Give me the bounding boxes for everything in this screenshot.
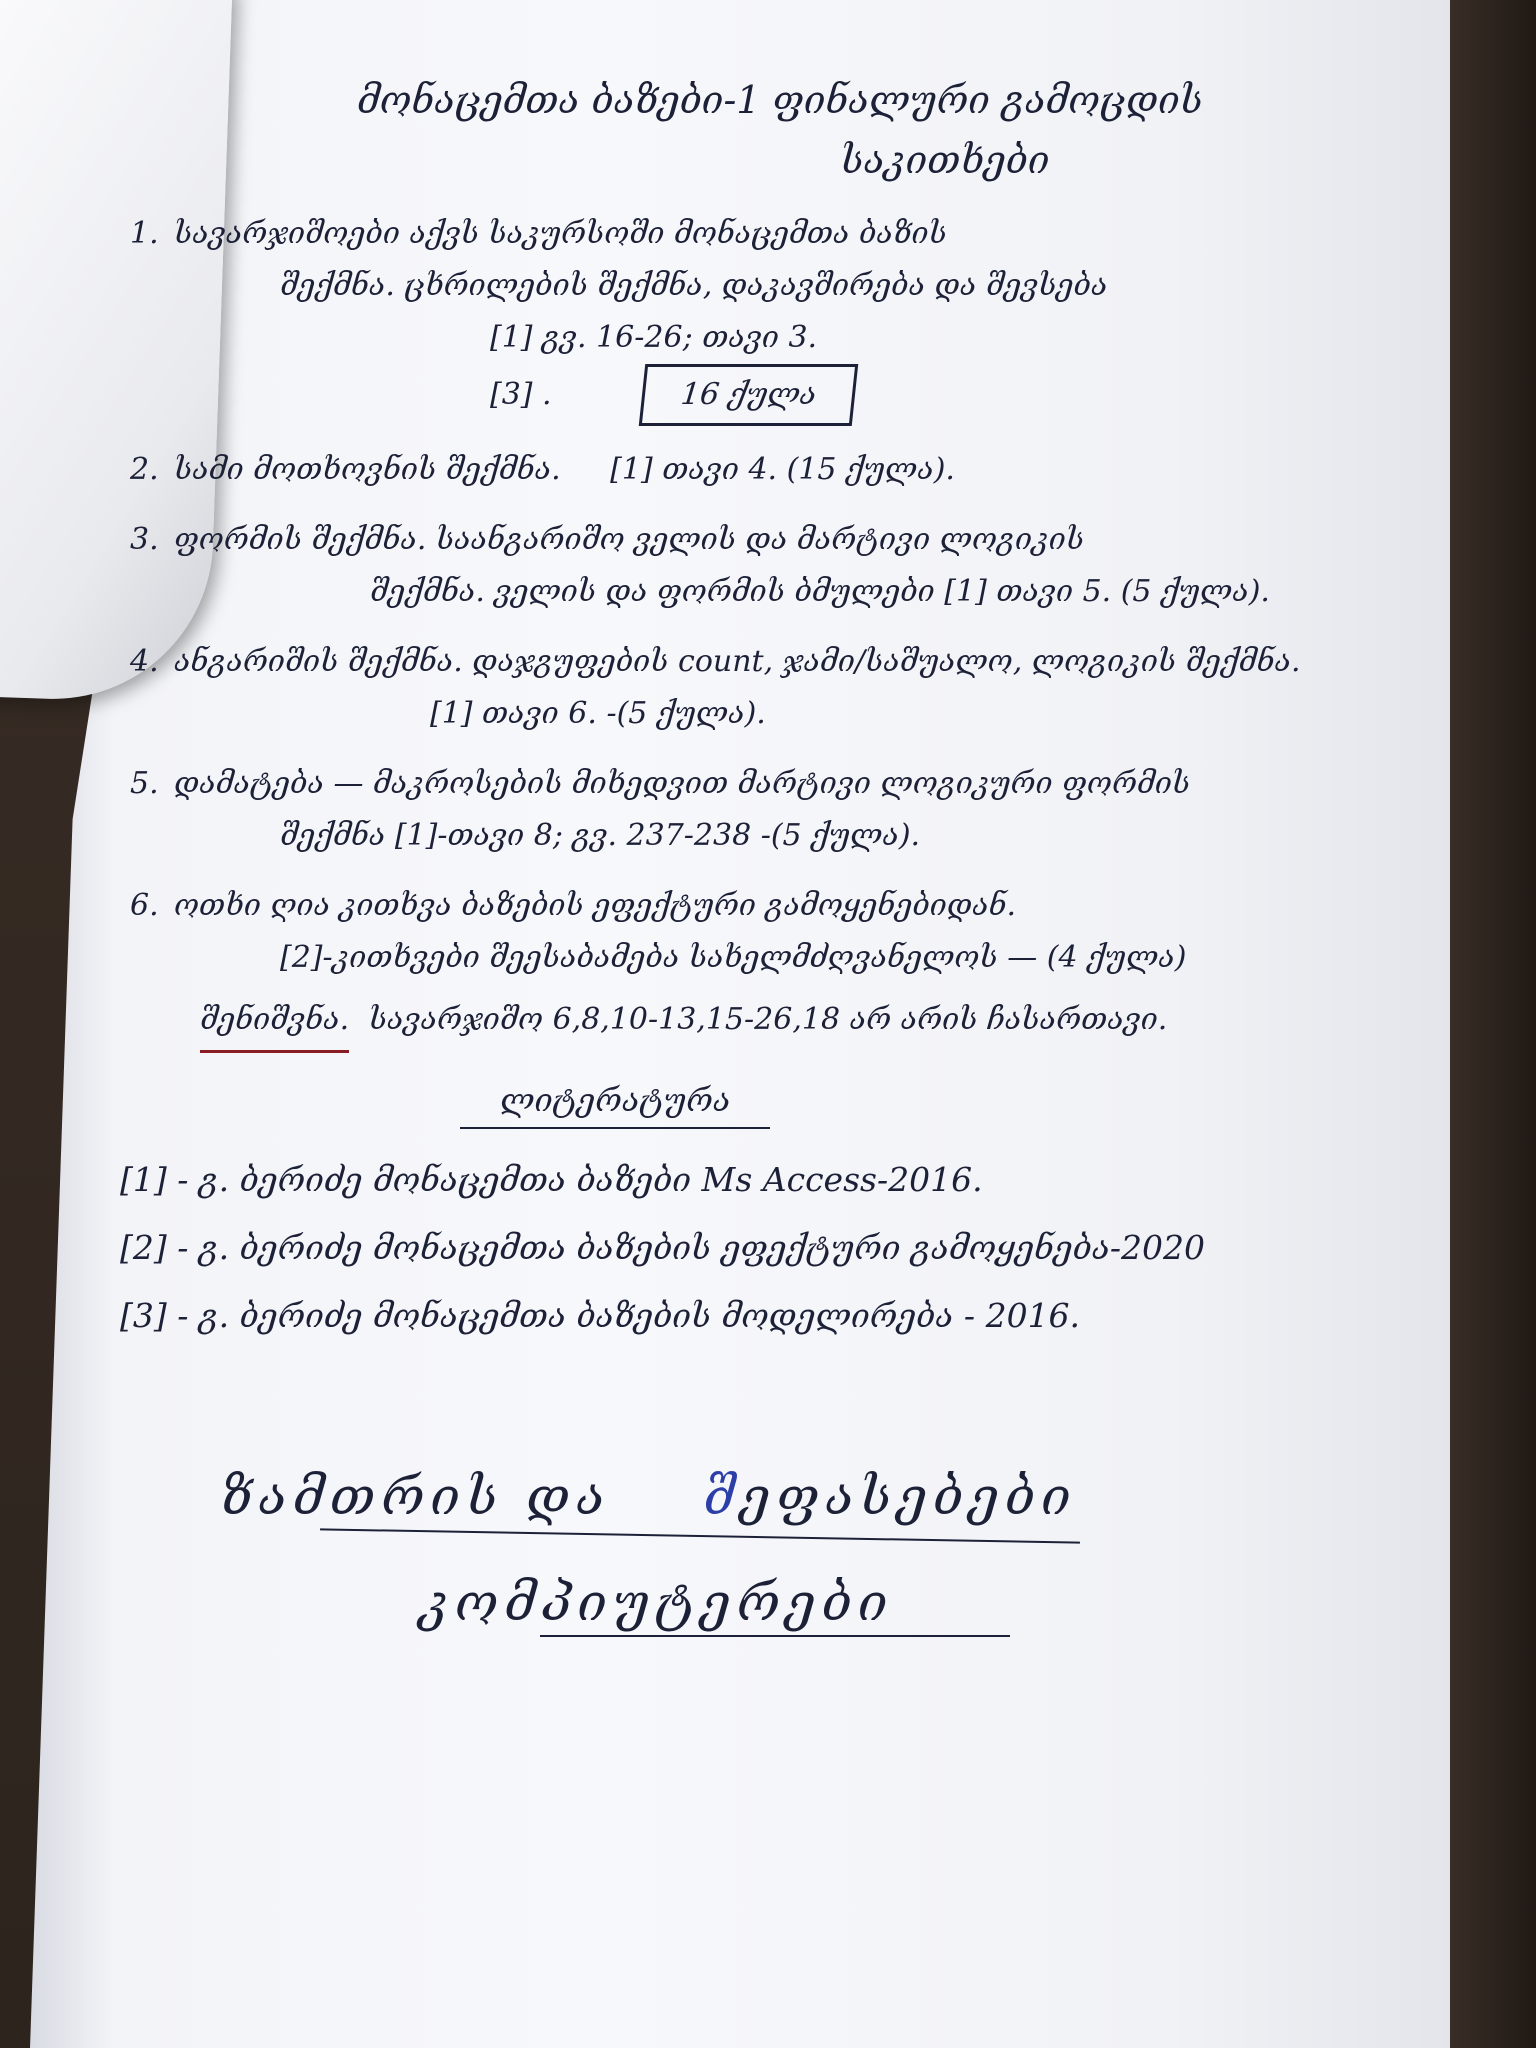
- note: [130, 994, 1460, 1053]
- literature-item-3: [3] - გ. ბერიძე მონაცემთა ბაზების მოდელირება - 2016.: [120, 1296, 1081, 1335]
- item-text-line-3: [1] გვ. 16-26; თავი 3.: [490, 320, 818, 355]
- item-reference: [1] თავი 4. (15 ქულა).: [610, 452, 955, 487]
- literature-item-2: [2] - გ. ბერიძე მონაცემთა ბაზების ეფექტური გამოყენება-2020: [120, 1228, 1206, 1267]
- footer-underline-2: [540, 1635, 1010, 1637]
- footer-line-2: კომპიუტერები: [420, 1573, 894, 1633]
- item-text-line-2: [2]-კითხვები შეესაბამება სახელმძღვანელოს — (4 ქულა): [280, 940, 1187, 975]
- item-number: 5.: [130, 766, 159, 801]
- item-reference: [3] .: [490, 377, 552, 412]
- item-text-line-4: [130, 364, 1460, 426]
- item-text-line-1: ოთხი ღია კითხვა ბაზების ეფექტური გამოყენებიდან.: [174, 888, 1017, 923]
- list-item-2: [130, 444, 1460, 496]
- item-number: 3.: [130, 522, 159, 557]
- item-number: 2.: [130, 452, 159, 487]
- item-text-line-1: დამატება — მაკროსების მიხედვით მარტივი ლოგიკური ფორმის: [174, 766, 1191, 801]
- item-text-line-2: შექმნა [1]-თავი 8; გვ. 237-238 -(5 ქულა).: [280, 818, 921, 853]
- note-label: შენიშვნა.: [200, 994, 349, 1053]
- item-number: 1.: [130, 216, 159, 251]
- list-item-6: [130, 880, 1460, 984]
- footer-underline-1: [320, 1528, 1080, 1543]
- list-item-1: [130, 208, 1460, 426]
- list-item-3: [130, 514, 1460, 618]
- list-item-5: [130, 758, 1460, 862]
- item-text-line-1: სავარჯიშოები აქვს საკურსოში მონაცემთა ბაზის: [174, 216, 947, 251]
- handwritten-content: [120, 70, 1460, 1637]
- item-text-line-2: შექმნა. ცხრილების შექმნა, დაკავშირება და შევსება: [280, 268, 1108, 303]
- item-number: 4.: [130, 644, 159, 679]
- footer-line-1: [220, 1467, 1460, 1527]
- item-text-line-2: შექმნა. ველის და ფორმის ბმულები [1] თავი 5. (5 ქულა).: [370, 574, 1270, 609]
- points-box: 16 ქულა: [638, 364, 858, 426]
- footer-text-colored: შ: [703, 1467, 741, 1527]
- item-number: 6.: [130, 888, 159, 923]
- literature-item-1: [1] - გ. ბერიძე მონაცემთა ბაზები Ms Access-2016.: [120, 1160, 983, 1199]
- note-text: სავარჯიშო 6,8,10-13,15-26,18 არ არის ჩასართავი.: [368, 1002, 1168, 1037]
- footer-text-part-1: ზამთრის და: [220, 1467, 611, 1527]
- item-text-line-2: [1] თავი 6. -(5 ქულა).: [430, 696, 766, 731]
- footer-text-part-2: ეფასებები: [740, 1467, 1077, 1527]
- item-text: სამი მოთხოვნის შექმნა.: [174, 452, 561, 487]
- literature-heading: ლიტერატურა: [460, 1081, 770, 1129]
- title-line-2: საკითხები: [840, 138, 1050, 182]
- item-text-line-1: ანგარიშის შექმნა. დაჯგუფების count, ჯამი/საშუალო, ლოგიკის შექმნა.: [174, 644, 1301, 679]
- list-item-4: [130, 636, 1460, 740]
- item-text-line-1: ფორმის შექმნა. საანგარიშო ველის და მარტივი ლოგიკის: [174, 522, 1085, 557]
- page-title: [190, 70, 1370, 190]
- title-line-1: მონაცემთა ბაზები-1 ფინალური გამოცდის: [357, 78, 1203, 122]
